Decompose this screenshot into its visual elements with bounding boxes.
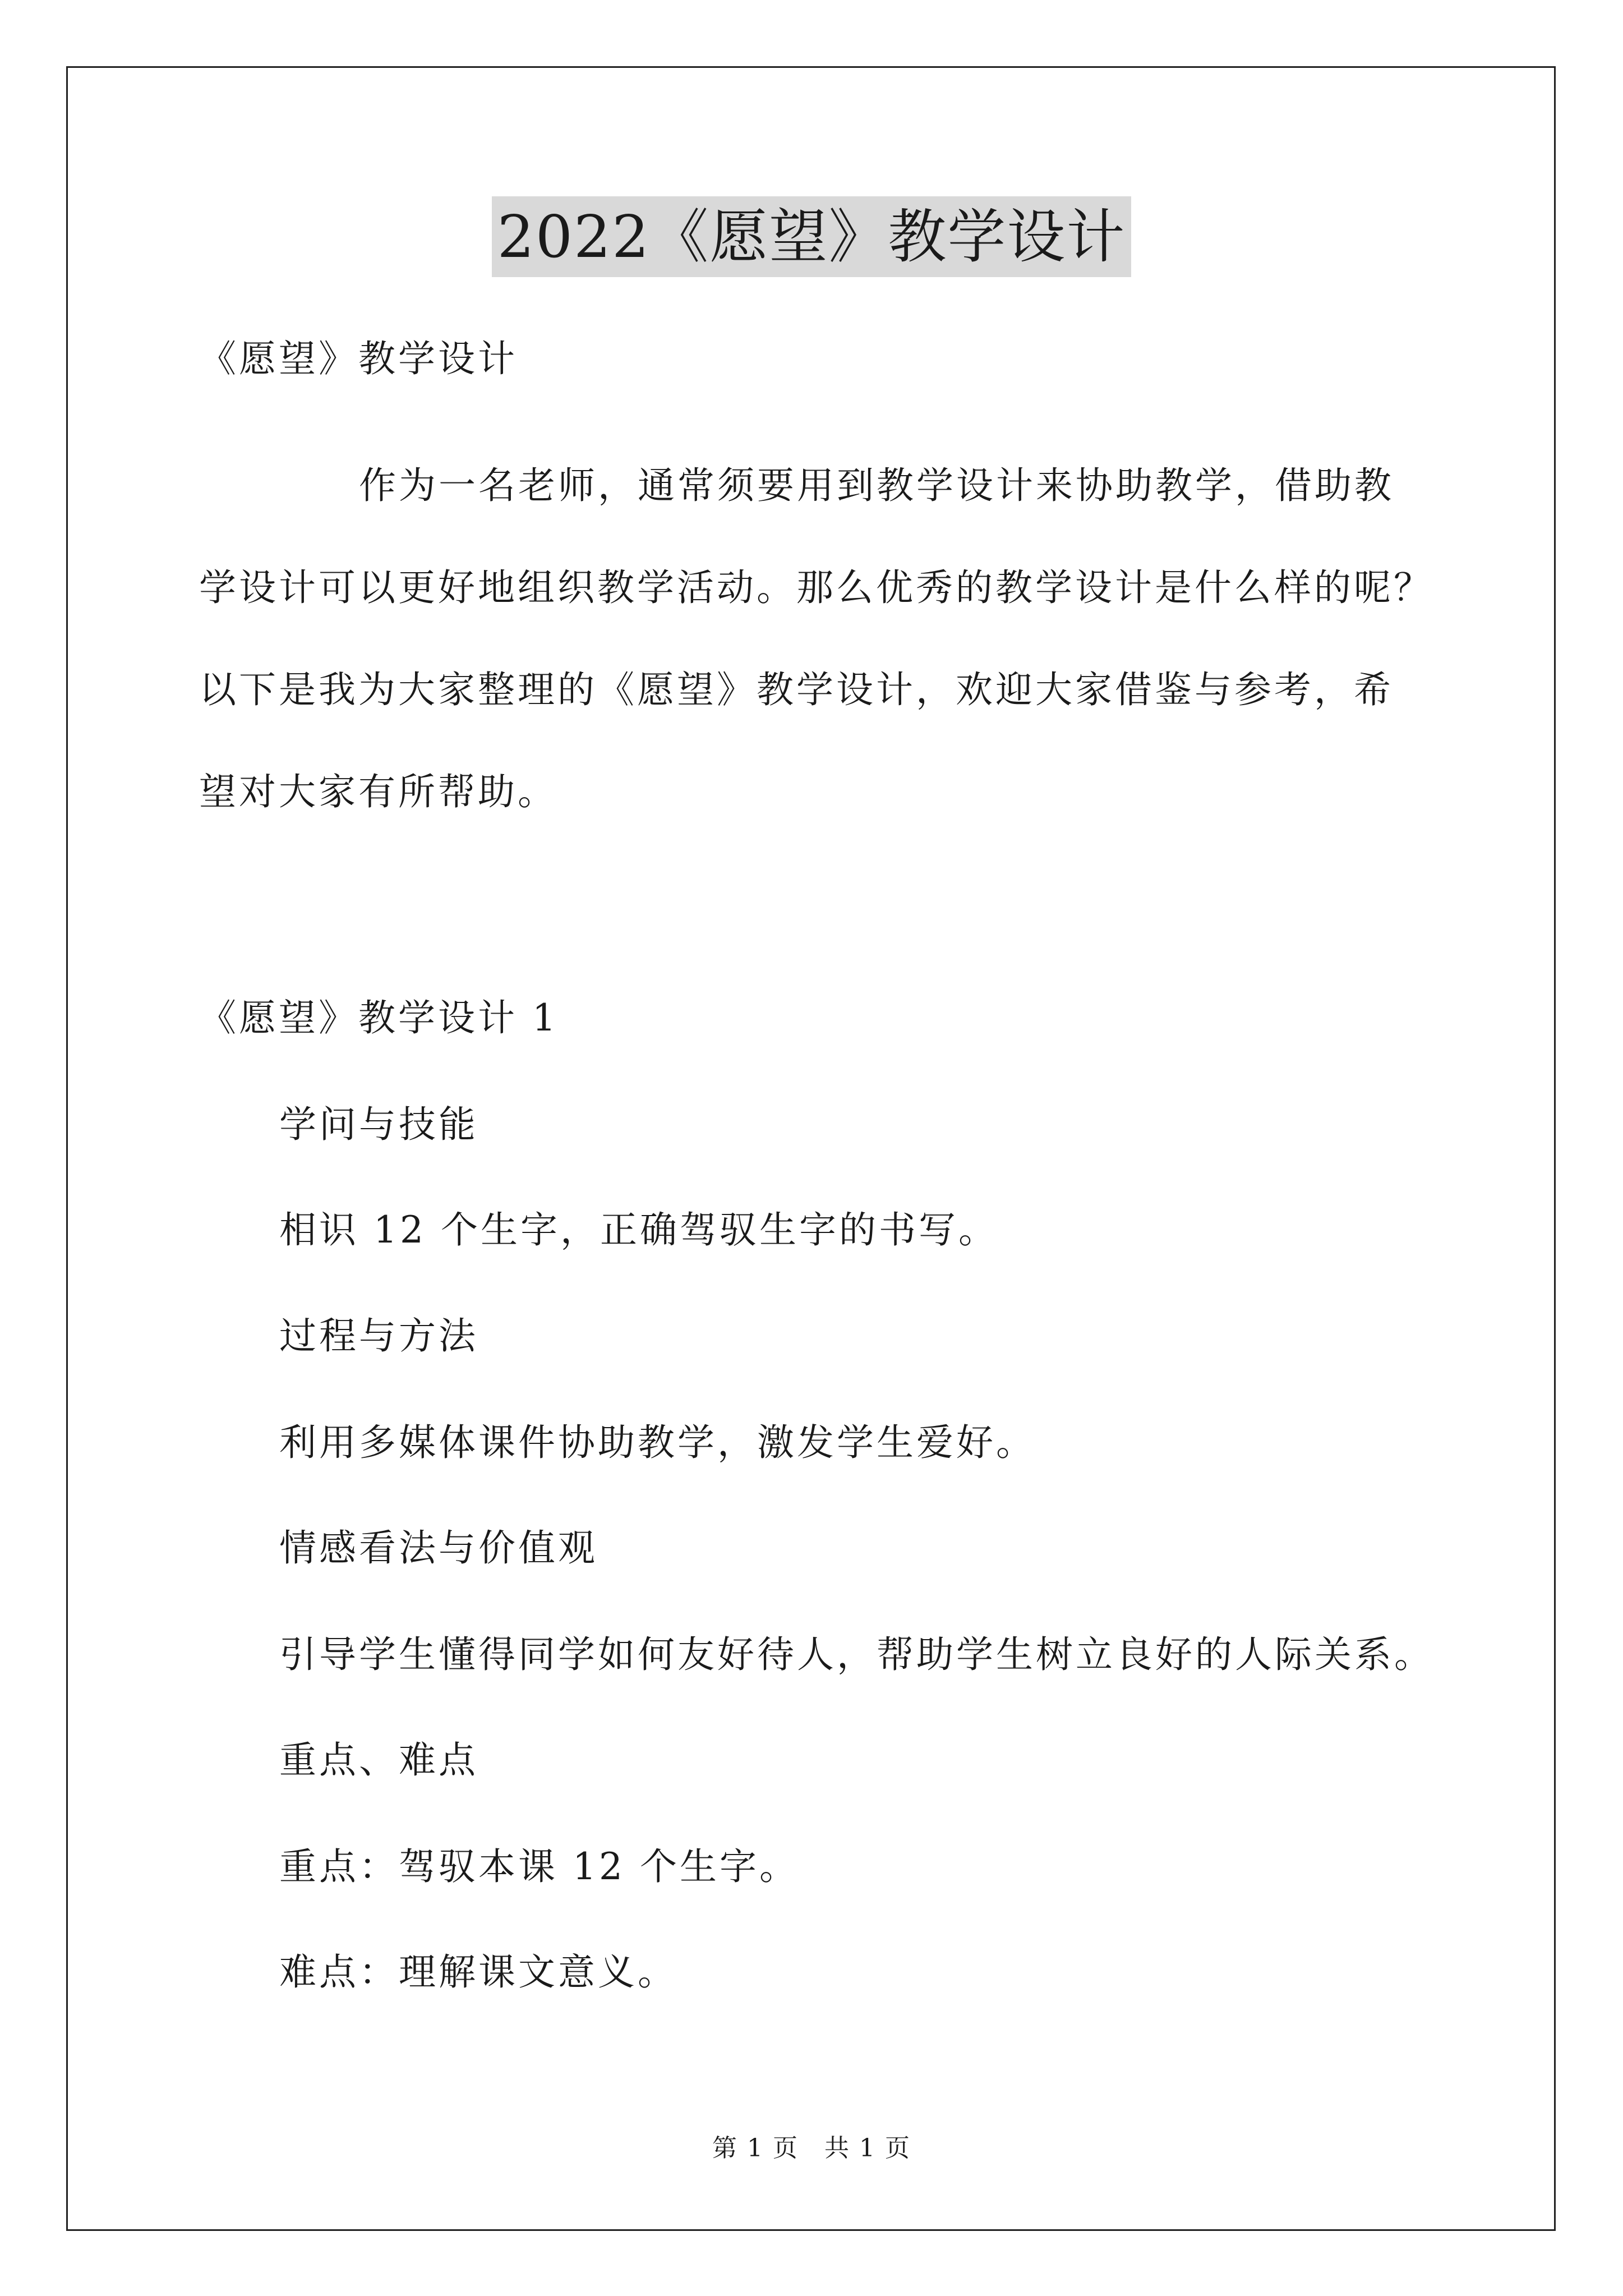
section1-item-2: 相识 12 个生字，正确驾驭生字的书写。 <box>279 1208 998 1251</box>
section1-item-5: 情感看法与价值观 <box>279 1526 598 1570</box>
document-title: 2022《愿望》教学设计 <box>492 196 1132 277</box>
section1-item-9: 难点：理解课文意义。 <box>279 1950 677 1994</box>
section1-item-4: 利用多媒体课件协助教学，激发学生爱好。 <box>279 1421 1036 1464</box>
intro-paragraph-line-2: 学设计可以更好地组织教学活动。那么优秀的教学设计是什么样的呢？ <box>199 566 1433 609</box>
section1-item-8: 重点：驾驭本课 12 个生字。 <box>279 1845 799 1888</box>
intro-paragraph-line-3: 以下是我为大家整理的《愿望》教学设计，欢迎大家借鉴与参考，希 <box>199 668 1394 711</box>
section1-item-1: 学问与技能 <box>279 1103 478 1146</box>
section1-heading: 《愿望》教学设计 1 <box>199 996 559 1039</box>
page-footer: 第 1 页 共 1 页 <box>712 2134 911 2162</box>
section1-item-3: 过程与方法 <box>279 1314 478 1358</box>
intro-heading: 《愿望》教学设计 <box>199 337 518 380</box>
intro-paragraph-line-4: 望对大家有所帮助。 <box>199 770 557 813</box>
title-container <box>0 196 1623 277</box>
page-border <box>66 66 1556 2231</box>
section1-item-7: 重点、难点 <box>279 1738 478 1782</box>
intro-paragraph-line-1: 作为一名老师，通常须要用到教学设计来协助教学，借助教 <box>359 464 1394 507</box>
section1-item-6: 引导学生懂得同学如何友好待人，帮助学生树立良好的人际关系。 <box>279 1633 1434 1676</box>
